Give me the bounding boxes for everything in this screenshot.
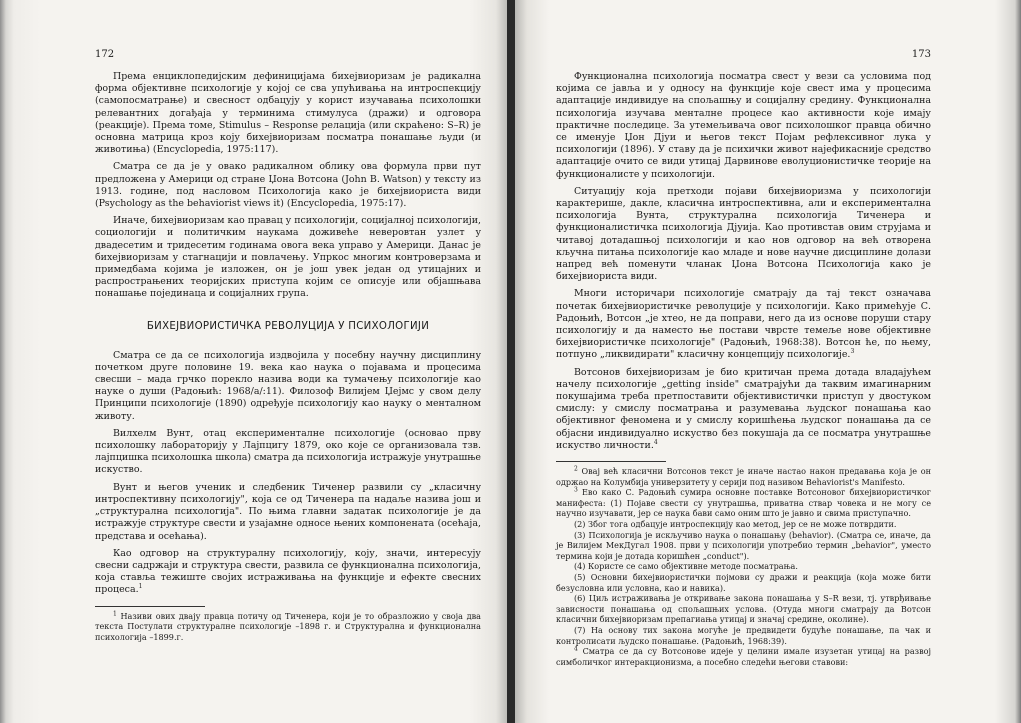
footnote-marker: 3: [574, 486, 578, 494]
paragraph: Функционална психологија посматра свест у вези са условима под којима се јавља и у односу на функције које свест има у процесима адаптације индивидуе на спољашњу и социјалну средину. Функционална психологија изучава менталне процесе као активности које имају практичне последице. За утемељивача овог психолошког правца обично се именује Џон Дјуи и његов текст Појам рефлексивног лука у психологији (1896). У ставу да је психички живот најефикасније средство адаптације очито се види утицај Дарвинове еволуционистичке теорије на функционалисте у психологији.: [556, 71, 931, 180]
footnote-marker: 1: [113, 609, 117, 617]
paragraph: [95, 548, 481, 597]
footnote: [556, 646, 931, 667]
paragraph-text: Као одговор на структуралну психологију, коју, значи, интересују свесни садржаји и структура свести, развила се функционална психологија, која ставља тежиште својих истраживања на функције и ефекте свесних процеса.: [95, 547, 481, 596]
footnote: [556, 530, 931, 562]
footnote-text: (3) Психологија је искључиво наука о понашању (behavior). (Сматра се, иначе, да је Вилијем МекДугал 1908. први у психологији употребио термин „behavior", уместо термина који је дотада коришћен „conduct").: [556, 529, 931, 561]
paragraph-text: Многи историчари психологије сматрају да тај текст означава почетак бихејвиористичке револуције у психологији. Како примећује С. Радоњић, Вотсон „је хтео, не да поправи, него да из основе поруши стару психологију и да наместо ње постави чврсте темеље нове објективне бихејвиористичке психологије" (Радоњић, 1968:38). Вотсон ће, по њему, потпуно „ликвидирати" класичну концепцију психологије.: [556, 288, 931, 361]
footnote: [556, 519, 931, 530]
right-page: [515, 0, 1021, 723]
footnote-text: (2) Због тога одбацује интроспекцију као метод, јер се не може потврдити.: [574, 519, 897, 530]
left-page: [0, 0, 507, 723]
footnote-text: (7) На основу тих закона могуће је предвидети будуће понашање, па чак и контролисати људско понашање. (Радоњић, 1968:39).: [556, 625, 931, 646]
footnote-marker: 2: [574, 465, 578, 473]
footnote-reference: 3: [850, 348, 855, 356]
footnote-text: Ево како С. Радоњић сумира основне поставке Вотсоновог бихејвиористичког манифеста: (1) Појаве свести су унутрашња, приватна ствар човека и не могу се научно изучавати, јер се наука бави само оним што је јавно и свима приступачно.: [556, 487, 931, 519]
page-number-left: 172: [95, 49, 115, 60]
book-gutter: [507, 0, 515, 723]
paragraph: Вилхелм Вунт, отац експерименталне психологије (основао прву психолошку лабораторију у Лајпцигу 1879, око које се организовала тзв. лајпцишка психолошка школа) сматра да психологија истражује унутрашње искуство.: [95, 427, 481, 476]
footnote: [556, 487, 931, 519]
footnote-text: (4) Користе се само објективне методе посматрања.: [574, 561, 798, 572]
footnote: [556, 572, 931, 593]
paragraph-text: Вотсонов бихејвиоризам је био критичан према дотада владајућем начелу психологије „getting inside" сматрајући да таквим имагинарним покушајима треба претпоставити објективистички приступ у двостуком смислу: у смислу посматрања и разумевања људског понашања као објективног феномена и у смислу коришћења људског понашања да се објасни индивидуално искуство без покушаја да се посматра унутрашње искуство личности.: [556, 366, 931, 451]
paragraph: [556, 288, 931, 361]
footnote-marker: 4: [574, 645, 578, 653]
footnote: [556, 625, 931, 646]
section-heading: БИХЕЈВИОРИСТИЧКА РЕВОЛУЦИЈА У ПСИХОЛОГИЈИ: [146, 320, 430, 332]
footnote: [556, 593, 931, 625]
footnote-reference: 1: [138, 583, 143, 591]
footnote-text: Називи ових двају правца потичу од Тиченера, који је то образложио у своја два текста Постулати структуралне психологије –1898 г. и Структурална и функционална психологија –1899.г.: [95, 610, 481, 642]
footnote-text: Овај већ класични Вотсонов текст је иначе настао након предавања која је он одржао на Колумбија универзитету у серији под називом Behaviorist's Manifesto.: [556, 466, 931, 487]
footnote-divider: [556, 461, 666, 462]
footnote-divider: [95, 606, 205, 607]
footnotes-right: [556, 466, 931, 667]
footnote-reference: 4: [653, 438, 658, 446]
paragraph: [556, 367, 931, 452]
paragraph: Ситуацију која претходи појави бихејвиоризма у психологији карактерише, дакле, класична интроспективна, али и експериментална психологија Вунта, структурална психологија Тиченера и функционалистичка психологија Дјуија. Као противстав овим струјама и читавој дотадашњој психологији и као нов одговор на већ отворена кључна питања психологије као младе и нове научне дисциплине долази напред већ поменути чланак Џона Вотсона Психологија како је бихејвиориста види.: [556, 185, 931, 283]
paragraph: Вунт и његов ученик и следбеник Тиченер развили су „класичну интроспективну психологију", која се од Тиченера па надаље назива још и „структурална психологија". По њима главни задатак психологије је да истражује структуре свести и узајамне односе њених компонената (осећаја, представа и осећања).: [95, 481, 481, 542]
footnote-text: Сматра се да су Вотсонове идеје у целини имале изузетан утицај на развој симболичког интеракционизма, а посебно следећи његови ставови:: [556, 646, 932, 667]
paragraph: Сматра се да се психологија издвојила у посебну научну дисциплину почетком друге половине 19. века као наука о појавама и процесима свесши – мада грчко порекло назива води ка тумачењу психологије као науке о души (Радоњић: 1968/a/:11). Филозоф Вилијем Џејмс у свом делу Принципи психологије (1890) одређује психологију као науку о менталном животу.: [95, 349, 481, 422]
page-number-right: 173: [911, 49, 931, 60]
paragraph: Сматра се да је у овако радикалном облику ова формула први пут предложена у Америци од стране Џона Вотсона (John B. Watson) у тексту из 1913. године, под насловом Психологија како је бихејвиориста види (Psychology as the behaviorist views it) (Encyclopedia, 1975:17).: [95, 161, 481, 210]
footnote-text: (6) Циљ истраживања је откривање закона понашања у S–R вези, тј. утврђивање зависности понашања од спољашњих услова. (Отуда многи сматрају да Вотсон класични бихејвиоризам препагиања утицај и значај средине, околине).: [556, 593, 931, 625]
footnote-text: (5) Основни бихејвиористички појмови су дражи и реакција (која може бити безусловна или условна, као и навика).: [556, 572, 931, 593]
footnote: [556, 466, 931, 487]
paragraph: Иначе, бихејвиоризам као правац у психологији, социјалној психологији, социологији и политичким наукама доживеће неверовтан узлет у двадесетим и тридесетим годинама овога века управо у Америци. Данас је бихејвиоризам у стагнацији и повлачењу. Упркос многим контроверзама и примедбама којима је изложен, он је још увек један од утицајних и распрострањених теоријских приступа којим се описује или објашњава понашање појединаца и социјалних група.: [95, 215, 482, 300]
footnotes-left: [95, 611, 481, 643]
paragraph: Према енциклопедијским дефиницијама бихејвиоризам је радикална форма објективне психологије у којој се сва упућивања на интроспекцију (самопосматрање) и свесност одбацују у корист изучавања психолошки релевантних догађаја у терминима стимулуса (дражи) и одговора (реакције). Према томе, Stimulus – Response релација (или скраћено: S–R) је основна матрица кроз коју бихејвиоризам посматра понашање људи (и животиња) (Encyclopedia, 1975:117).: [95, 71, 481, 156]
footnote: [556, 561, 931, 572]
footnote: [95, 611, 481, 643]
